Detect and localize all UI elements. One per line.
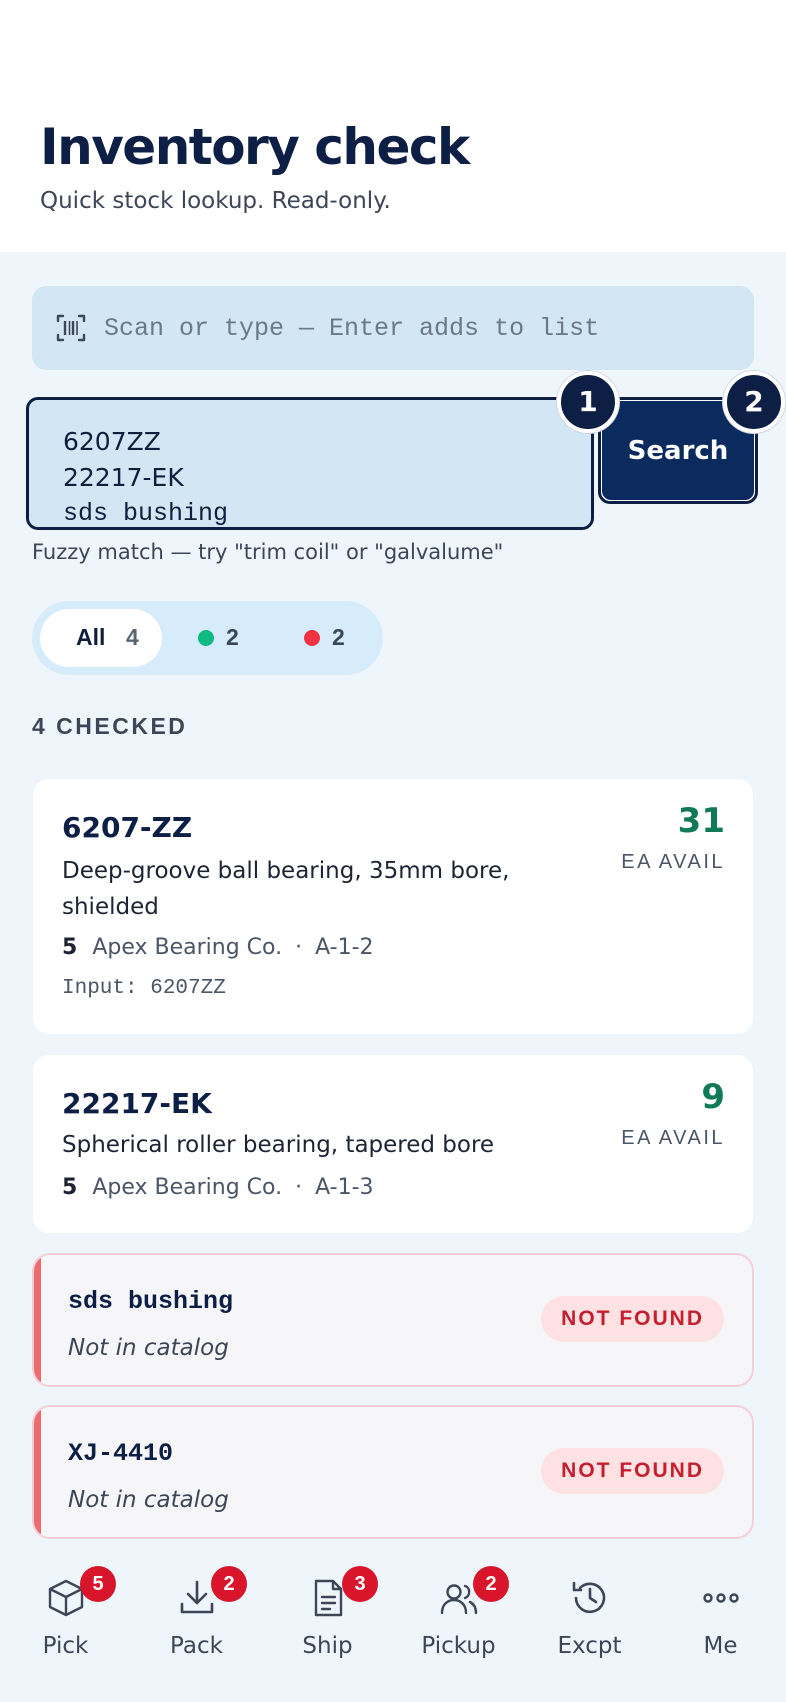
result-supplier: Apex Bearing Co. bbox=[92, 1175, 283, 1200]
bottom-nav bbox=[0, 1550, 786, 1702]
result-card[interactable] bbox=[33, 779, 753, 1034]
step-marker-1: 1 bbox=[557, 371, 619, 433]
nav-pickup[interactable] bbox=[393, 1573, 524, 1688]
scan-input[interactable] bbox=[104, 286, 724, 370]
filter-found-count: 2 bbox=[226, 624, 239, 650]
nav-badge: 2 bbox=[473, 1566, 509, 1602]
result-sku: 6207-ZZ bbox=[62, 811, 193, 844]
nav-ship[interactable] bbox=[262, 1573, 393, 1688]
nav-label: Me bbox=[703, 1633, 738, 1659]
result-meta bbox=[62, 935, 374, 960]
nav-label: Ship bbox=[302, 1633, 353, 1659]
batch-line: 6207ZZ bbox=[63, 427, 161, 456]
nav-label: Excpt bbox=[557, 1633, 622, 1659]
meta-separator: · bbox=[295, 1175, 303, 1200]
not-found-card[interactable] bbox=[32, 1405, 754, 1539]
not-found-badge: NOT FOUND bbox=[541, 1296, 724, 1342]
result-qty: 9 bbox=[701, 1077, 725, 1117]
not-found-accent bbox=[34, 1407, 41, 1537]
filter-segmented-control bbox=[32, 601, 383, 675]
batch-line: 22217-EK bbox=[63, 463, 184, 492]
page-subtitle: Quick stock lookup. Read-only. bbox=[40, 188, 391, 214]
batch-input[interactable] bbox=[26, 397, 594, 530]
result-card[interactable] bbox=[33, 1055, 753, 1233]
result-supplier: Apex Bearing Co. bbox=[92, 935, 283, 960]
result-qty: 31 bbox=[677, 801, 725, 841]
history-icon bbox=[570, 1578, 610, 1618]
search-hint: Fuzzy match — try "trim coil" or "galvalume" bbox=[32, 540, 504, 564]
nav-pack[interactable] bbox=[131, 1573, 262, 1688]
filter-all-chip[interactable] bbox=[40, 609, 162, 667]
result-qty-label: EA AVAIL bbox=[621, 851, 725, 873]
result-lead: 5 bbox=[62, 1175, 78, 1200]
not-found-name: XJ-4410 bbox=[68, 1439, 174, 1468]
nav-badge: 3 bbox=[342, 1566, 378, 1602]
meta-separator: · bbox=[295, 935, 303, 960]
filter-missing-count: 2 bbox=[332, 624, 345, 650]
not-found-name: sds bushing bbox=[68, 1287, 234, 1316]
step-marker-2: 2 bbox=[723, 371, 785, 433]
result-description: Spherical roller bearing, tapered bore bbox=[62, 1132, 495, 1158]
nav-label: Pack bbox=[170, 1633, 223, 1659]
result-input-echo: Input: 6207ZZ bbox=[62, 977, 226, 1000]
found-dot-icon bbox=[198, 630, 214, 646]
missing-dot-icon bbox=[304, 630, 320, 646]
nav-me[interactable] bbox=[655, 1578, 786, 1688]
more-icon bbox=[701, 1578, 741, 1618]
filter-all-label: All bbox=[76, 624, 106, 650]
search-button[interactable]: Search bbox=[602, 401, 754, 500]
page-header bbox=[0, 0, 786, 252]
nav-badge: 5 bbox=[80, 1566, 116, 1602]
result-sku: 22217-EK bbox=[62, 1087, 212, 1120]
result-description: Deep-groove ball bearing, 35mm bore, shielded bbox=[62, 858, 510, 920]
not-found-card[interactable] bbox=[32, 1253, 754, 1387]
barcode-scan-icon bbox=[56, 313, 86, 343]
filter-missing-chip[interactable] bbox=[278, 609, 378, 667]
result-meta bbox=[62, 1175, 374, 1200]
not-found-sub: Not in catalog bbox=[68, 1335, 229, 1361]
result-location: A-1-3 bbox=[315, 1175, 374, 1200]
page-title: Inventory check bbox=[40, 118, 469, 176]
filter-found-chip[interactable] bbox=[172, 609, 272, 667]
not-found-accent bbox=[34, 1255, 41, 1385]
results-count-label: 4 CHECKED bbox=[32, 713, 188, 739]
result-location: A-1-2 bbox=[315, 935, 374, 960]
batch-line: sds bushing bbox=[63, 499, 229, 528]
nav-badge: 2 bbox=[211, 1566, 247, 1602]
filter-all-count: 4 bbox=[126, 624, 139, 650]
nav-label: Pickup bbox=[421, 1633, 496, 1659]
result-lead: 5 bbox=[62, 935, 78, 960]
nav-label: Pick bbox=[42, 1633, 89, 1659]
scan-bar[interactable] bbox=[32, 286, 754, 370]
nav-exceptions[interactable] bbox=[524, 1578, 655, 1688]
not-found-sub: Not in catalog bbox=[68, 1487, 229, 1513]
not-found-badge: NOT FOUND bbox=[541, 1448, 724, 1494]
result-qty-label: EA AVAIL bbox=[621, 1127, 725, 1149]
nav-pick[interactable] bbox=[0, 1573, 131, 1688]
